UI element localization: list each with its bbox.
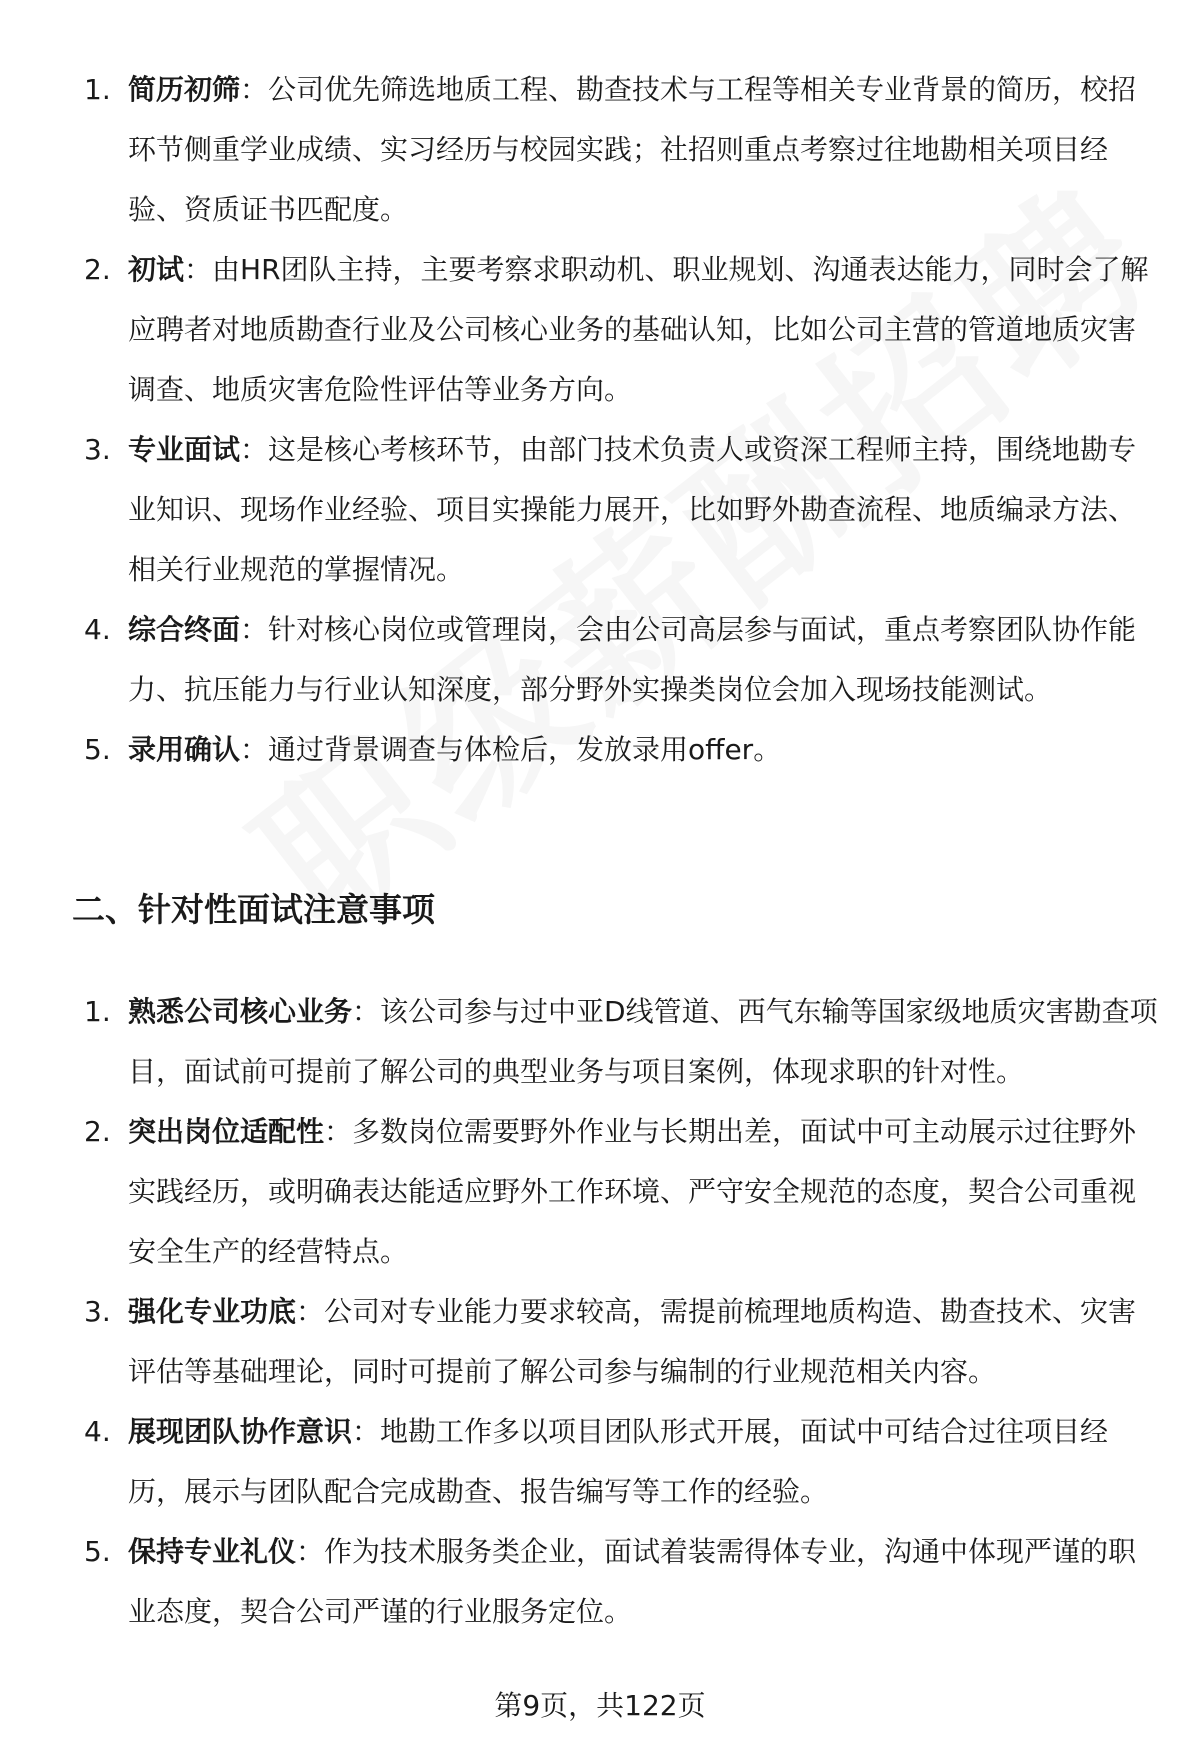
page-number-footer: 第9页，共122页 xyxy=(494,1689,706,1722)
item-number: 3. xyxy=(84,433,111,466)
list-item xyxy=(0,1102,1200,1282)
item-term: 熟悉公司核心业务 xyxy=(128,995,353,1028)
list-item xyxy=(0,1282,1200,1402)
recruitment-process-list xyxy=(0,60,1200,780)
item-separator: ： xyxy=(240,433,269,466)
item-separator: ： xyxy=(352,995,381,1028)
item-text: 针对核心岗位或管理岗，会由公司高层参与面试，重点考察团队协作能力、抗压能力与行业认知深度，部分野外实操类岗位会加入现场技能测试。 xyxy=(128,613,1137,706)
item-number: 5. xyxy=(84,1535,111,1568)
item-number: 5. xyxy=(84,733,111,766)
item-number: 3. xyxy=(84,1295,111,1328)
item-text: 多数岗位需要野外作业与长期出差，面试中可主动展示过往野外实践经历，或明确表达能适应野外工作环境、严守安全规范的态度，契合公司重视安全生产的经营特点。 xyxy=(128,1115,1137,1268)
item-separator: ： xyxy=(240,733,269,766)
item-term: 专业面试 xyxy=(128,433,241,466)
item-separator: ： xyxy=(324,1115,353,1148)
item-text: 公司优先筛选地质工程、勘查技术与工程等相关专业背景的简历，校招环节侧重学业成绩、实习经历与校园实践；社招则重点考察过往地勘相关项目经验、资质证书匹配度。 xyxy=(128,73,1137,226)
item-text: 这是核心考核环节，由部门技术负责人或资深工程师主持，围绕地勘专业知识、现场作业经验、项目实操能力展开，比如野外勘查流程、地质编录方法、相关行业规范的掌握情况。 xyxy=(128,433,1137,586)
item-number: 4. xyxy=(84,613,111,646)
item-text: 由HR团队主持，主要考察求职动机、职业规划、沟通表达能力，同时会了解应聘者对地质勘查行业及公司核心业务的基础认知，比如公司主营的管道地质灾害调查、地质灾害危险性评估等业务方向。 xyxy=(128,253,1149,406)
item-separator: ： xyxy=(352,1415,381,1448)
item-term: 简历初筛 xyxy=(128,73,241,106)
item-text: 该公司参与过中亚D线管道、西气东输等国家级地质灾害勘查项目，面试前可提前了解公司的典型业务与项目案例，体现求职的针对性。 xyxy=(128,995,1158,1088)
section-heading: 二、针对性面试注意事项 xyxy=(72,890,435,929)
item-term: 录用确认 xyxy=(128,733,241,766)
interview-tips-list xyxy=(0,982,1200,1642)
item-number: 2. xyxy=(84,1115,111,1148)
list-item xyxy=(0,1402,1200,1522)
item-term: 展现团队协作意识 xyxy=(128,1415,353,1448)
item-term: 强化专业功底 xyxy=(128,1295,297,1328)
list-item xyxy=(0,720,1200,780)
item-separator: ： xyxy=(240,613,269,646)
item-text: 公司对专业能力要求较高，需提前梳理地质构造、勘查技术、灾害评估等基础理论，同时可提前了解公司参与编制的行业规范相关内容。 xyxy=(128,1295,1137,1388)
list-item xyxy=(0,982,1200,1102)
item-text: 地勘工作多以项目团队形式开展，面试中可结合过往项目经历，展示与团队配合完成勘查、报告编写等工作的经验。 xyxy=(128,1415,1109,1508)
item-term: 突出岗位适配性 xyxy=(128,1115,325,1148)
item-separator: ： xyxy=(240,73,269,106)
list-item xyxy=(0,420,1200,600)
item-term: 初试 xyxy=(128,253,185,286)
item-term: 综合终面 xyxy=(128,613,241,646)
item-separator: ： xyxy=(296,1295,325,1328)
item-number: 4. xyxy=(84,1415,111,1448)
list-item xyxy=(0,1522,1200,1642)
list-item xyxy=(0,600,1200,720)
list-item xyxy=(0,60,1200,240)
item-text: 通过背景调查与体检后，发放录用offer。 xyxy=(268,733,782,766)
item-number: 1. xyxy=(84,73,111,106)
item-term: 保持专业礼仪 xyxy=(128,1535,297,1568)
item-separator: ： xyxy=(184,253,213,286)
item-number: 2. xyxy=(84,253,111,286)
list-item xyxy=(0,240,1200,420)
item-text: 作为技术服务类企业，面试着装需得体专业，沟通中体现严谨的职业态度，契合公司严谨的行业服务定位。 xyxy=(128,1535,1137,1628)
item-separator: ： xyxy=(296,1535,325,1568)
item-number: 1. xyxy=(84,995,111,1028)
